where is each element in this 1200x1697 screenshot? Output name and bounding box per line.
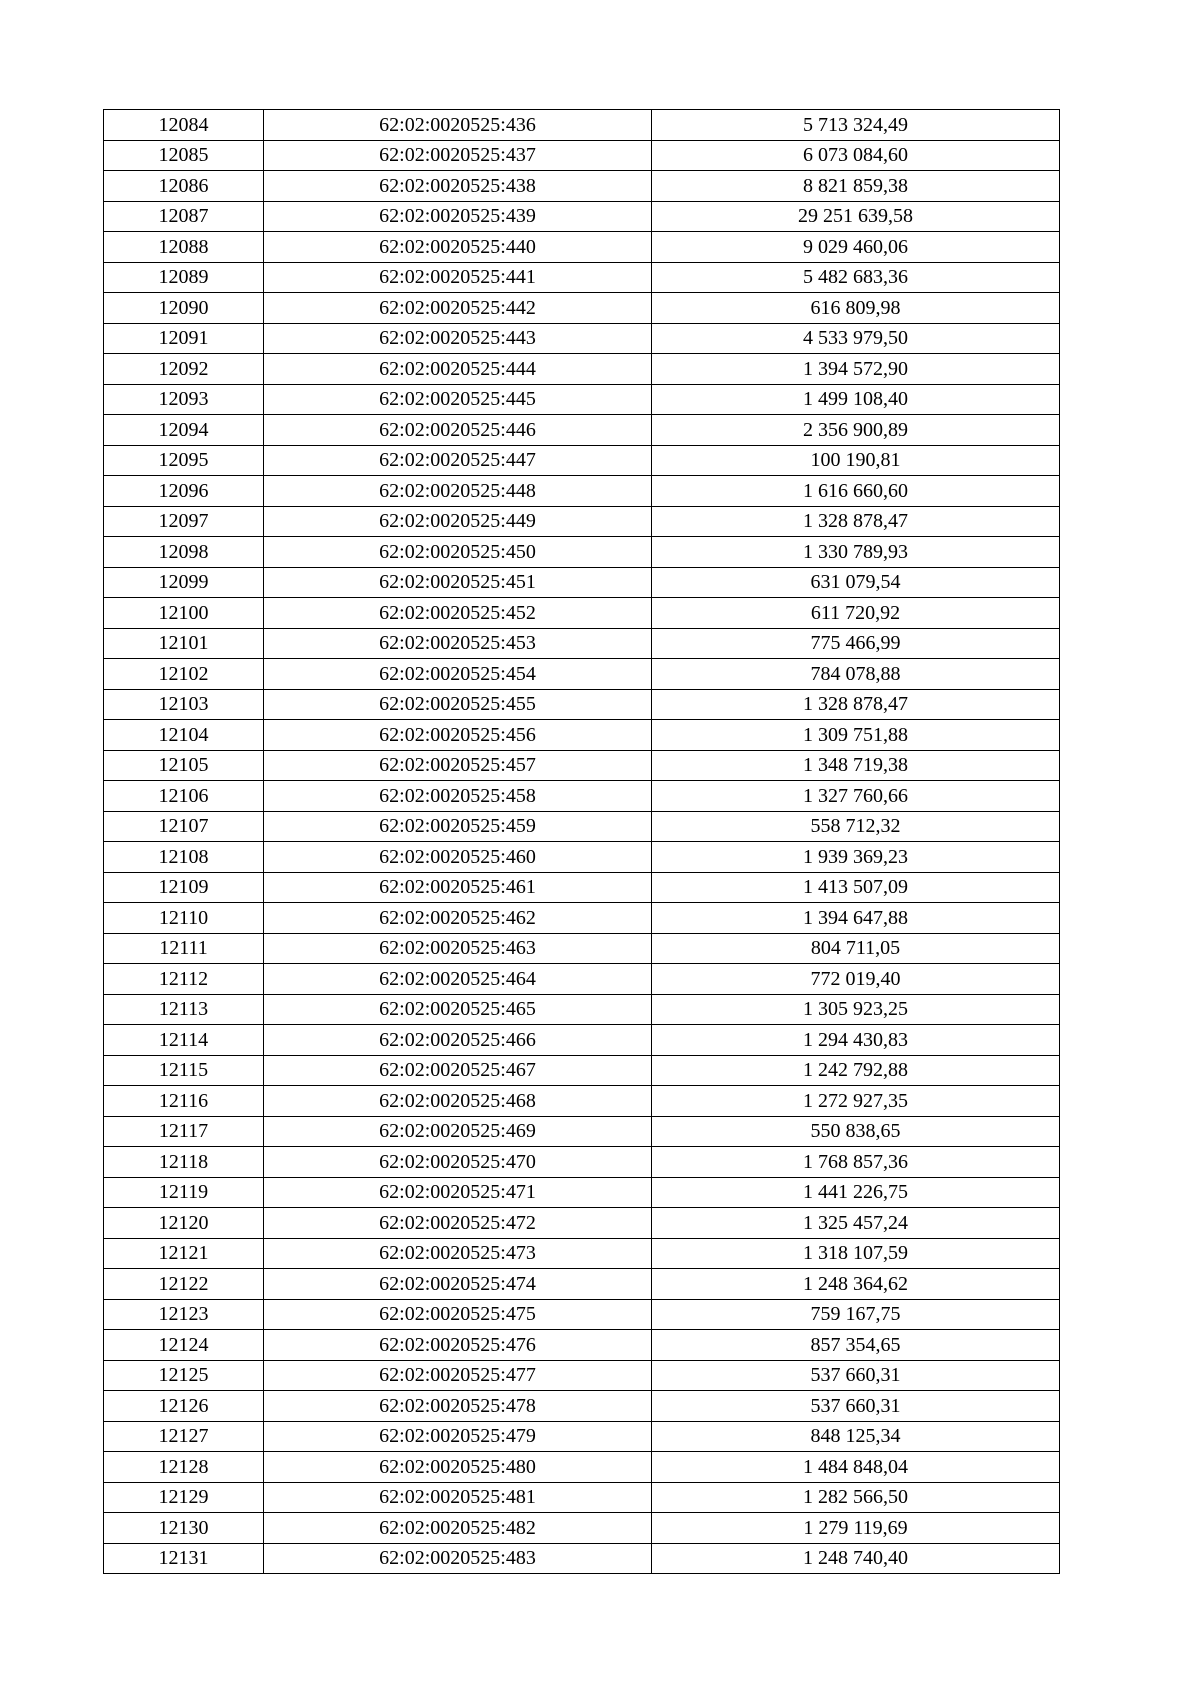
table-row xyxy=(104,1238,1060,1269)
row-number-cell: 12116 xyxy=(104,1086,264,1117)
table-row xyxy=(104,384,1060,415)
cadastral-number-cell: 62:02:0020525:470 xyxy=(264,1147,652,1178)
row-number-cell: 12106 xyxy=(104,781,264,812)
table-row xyxy=(104,537,1060,568)
row-number-cell: 12091 xyxy=(104,323,264,354)
cadastral-number-cell: 62:02:0020525:475 xyxy=(264,1299,652,1330)
cadastral-number-cell: 62:02:0020525:473 xyxy=(264,1238,652,1269)
cadastral-value-cell: 1 294 430,83 xyxy=(652,1025,1060,1056)
table-row xyxy=(104,201,1060,232)
cadastral-number-cell: 62:02:0020525:464 xyxy=(264,964,652,995)
table-row xyxy=(104,1055,1060,1086)
row-number-cell: 12092 xyxy=(104,354,264,385)
cadastral-number-cell: 62:02:0020525:438 xyxy=(264,171,652,202)
cadastral-value-cell: 1 327 760,66 xyxy=(652,781,1060,812)
row-number-cell: 12086 xyxy=(104,171,264,202)
table-row xyxy=(104,903,1060,934)
row-number-cell: 12108 xyxy=(104,842,264,873)
table-row xyxy=(104,1147,1060,1178)
cadastral-value-cell: 1 441 226,75 xyxy=(652,1177,1060,1208)
row-number-cell: 12085 xyxy=(104,140,264,171)
cadastral-value-cell: 775 466,99 xyxy=(652,628,1060,659)
table-row xyxy=(104,720,1060,751)
cadastral-number-cell: 62:02:0020525:459 xyxy=(264,811,652,842)
row-number-cell: 12095 xyxy=(104,445,264,476)
table-row xyxy=(104,872,1060,903)
row-number-cell: 12117 xyxy=(104,1116,264,1147)
cadastral-value-cell: 9 029 460,06 xyxy=(652,232,1060,263)
table-row xyxy=(104,293,1060,324)
table-row xyxy=(104,811,1060,842)
table-row xyxy=(104,781,1060,812)
table-row xyxy=(104,415,1060,446)
cadastral-value-cell: 1 616 660,60 xyxy=(652,476,1060,507)
cadastral-value-cell: 1 279 119,69 xyxy=(652,1513,1060,1544)
row-number-cell: 12114 xyxy=(104,1025,264,1056)
cadastral-number-cell: 62:02:0020525:474 xyxy=(264,1269,652,1300)
cadastral-number-cell: 62:02:0020525:436 xyxy=(264,110,652,141)
cadastral-value-cell: 804 711,05 xyxy=(652,933,1060,964)
cadastral-value-cell: 759 167,75 xyxy=(652,1299,1060,1330)
cadastral-value-cell: 550 838,65 xyxy=(652,1116,1060,1147)
cadastral-value-cell: 1 413 507,09 xyxy=(652,872,1060,903)
cadastral-number-cell: 62:02:0020525:466 xyxy=(264,1025,652,1056)
cadastral-number-cell: 62:02:0020525:443 xyxy=(264,323,652,354)
cadastral-value-cell: 1 282 566,50 xyxy=(652,1482,1060,1513)
cadastral-number-cell: 62:02:0020525:483 xyxy=(264,1543,652,1574)
cadastral-number-cell: 62:02:0020525:442 xyxy=(264,293,652,324)
row-number-cell: 12123 xyxy=(104,1299,264,1330)
cadastral-number-cell: 62:02:0020525:448 xyxy=(264,476,652,507)
row-number-cell: 12120 xyxy=(104,1208,264,1239)
table-row xyxy=(104,994,1060,1025)
table-row xyxy=(104,567,1060,598)
row-number-cell: 12088 xyxy=(104,232,264,263)
table-row xyxy=(104,140,1060,171)
cadastral-number-cell: 62:02:0020525:446 xyxy=(264,415,652,446)
cadastral-value-cell: 5 713 324,49 xyxy=(652,110,1060,141)
row-number-cell: 12109 xyxy=(104,872,264,903)
cadastral-number-cell: 62:02:0020525:463 xyxy=(264,933,652,964)
table-row xyxy=(104,232,1060,263)
cadastral-value-cell: 6 073 084,60 xyxy=(652,140,1060,171)
table-row xyxy=(104,689,1060,720)
cadastral-number-cell: 62:02:0020525:465 xyxy=(264,994,652,1025)
table-row xyxy=(104,1543,1060,1574)
cadastral-number-cell: 62:02:0020525:468 xyxy=(264,1086,652,1117)
cadastral-value-cell: 857 354,65 xyxy=(652,1330,1060,1361)
row-number-cell: 12112 xyxy=(104,964,264,995)
cadastral-number-cell: 62:02:0020525:454 xyxy=(264,659,652,690)
cadastral-value-cell: 1 309 751,88 xyxy=(652,720,1060,751)
table-row xyxy=(104,1421,1060,1452)
row-number-cell: 12103 xyxy=(104,689,264,720)
table-row xyxy=(104,659,1060,690)
table-row xyxy=(104,1391,1060,1422)
row-number-cell: 12128 xyxy=(104,1452,264,1483)
cadastral-value-cell: 1 318 107,59 xyxy=(652,1238,1060,1269)
row-number-cell: 12105 xyxy=(104,750,264,781)
cadastral-number-cell: 62:02:0020525:472 xyxy=(264,1208,652,1239)
table-row xyxy=(104,1025,1060,1056)
cadastral-number-cell: 62:02:0020525:439 xyxy=(264,201,652,232)
cadastral-value-cell: 772 019,40 xyxy=(652,964,1060,995)
row-number-cell: 12099 xyxy=(104,567,264,598)
cadastral-value-cell: 558 712,32 xyxy=(652,811,1060,842)
row-number-cell: 12118 xyxy=(104,1147,264,1178)
cadastral-value-cell: 1 394 572,90 xyxy=(652,354,1060,385)
row-number-cell: 12097 xyxy=(104,506,264,537)
row-number-cell: 12107 xyxy=(104,811,264,842)
row-number-cell: 12098 xyxy=(104,537,264,568)
cadastral-number-cell: 62:02:0020525:462 xyxy=(264,903,652,934)
cadastral-value-cell: 5 482 683,36 xyxy=(652,262,1060,293)
row-number-cell: 12119 xyxy=(104,1177,264,1208)
row-number-cell: 12093 xyxy=(104,384,264,415)
cadastral-value-cell: 100 190,81 xyxy=(652,445,1060,476)
table-body xyxy=(104,110,1060,1574)
cadastral-value-cell: 1 394 647,88 xyxy=(652,903,1060,934)
cadastral-number-cell: 62:02:0020525:481 xyxy=(264,1482,652,1513)
row-number-cell: 12101 xyxy=(104,628,264,659)
row-number-cell: 12131 xyxy=(104,1543,264,1574)
cadastral-value-cell: 1 768 857,36 xyxy=(652,1147,1060,1178)
cadastral-number-cell: 62:02:0020525:476 xyxy=(264,1330,652,1361)
table-row xyxy=(104,476,1060,507)
table-row xyxy=(104,933,1060,964)
cadastral-number-cell: 62:02:0020525:461 xyxy=(264,872,652,903)
cadastral-number-cell: 62:02:0020525:451 xyxy=(264,567,652,598)
table-row xyxy=(104,628,1060,659)
table-row xyxy=(104,964,1060,995)
row-number-cell: 12115 xyxy=(104,1055,264,1086)
cadastral-value-cell: 611 720,92 xyxy=(652,598,1060,629)
cadastral-value-cell: 1 330 789,93 xyxy=(652,537,1060,568)
table-row xyxy=(104,1086,1060,1117)
table-row xyxy=(104,1513,1060,1544)
row-number-cell: 12125 xyxy=(104,1360,264,1391)
cadastral-number-cell: 62:02:0020525:452 xyxy=(264,598,652,629)
cadastral-number-cell: 62:02:0020525:467 xyxy=(264,1055,652,1086)
cadastral-number-cell: 62:02:0020525:453 xyxy=(264,628,652,659)
cadastral-number-cell: 62:02:0020525:444 xyxy=(264,354,652,385)
table-row xyxy=(104,323,1060,354)
cadastral-value-cell: 1 248 364,62 xyxy=(652,1269,1060,1300)
cadastral-value-cell: 1 499 108,40 xyxy=(652,384,1060,415)
table-row xyxy=(104,354,1060,385)
cadastral-value-cell: 616 809,98 xyxy=(652,293,1060,324)
row-number-cell: 12104 xyxy=(104,720,264,751)
row-number-cell: 12111 xyxy=(104,933,264,964)
table-row xyxy=(104,1330,1060,1361)
table-row xyxy=(104,750,1060,781)
cadastral-number-cell: 62:02:0020525:471 xyxy=(264,1177,652,1208)
cadastral-value-cell: 1 328 878,47 xyxy=(652,689,1060,720)
row-number-cell: 12122 xyxy=(104,1269,264,1300)
cadastral-value-cell: 29 251 639,58 xyxy=(652,201,1060,232)
row-number-cell: 12090 xyxy=(104,293,264,324)
cadastral-value-cell: 537 660,31 xyxy=(652,1360,1060,1391)
row-number-cell: 12110 xyxy=(104,903,264,934)
cadastral-value-cell: 848 125,34 xyxy=(652,1421,1060,1452)
cadastral-value-table xyxy=(103,109,1060,1574)
table-row xyxy=(104,171,1060,202)
table-row xyxy=(104,1482,1060,1513)
cadastral-value-cell: 1 305 923,25 xyxy=(652,994,1060,1025)
row-number-cell: 12102 xyxy=(104,659,264,690)
row-number-cell: 12126 xyxy=(104,1391,264,1422)
cadastral-number-cell: 62:02:0020525:441 xyxy=(264,262,652,293)
row-number-cell: 12121 xyxy=(104,1238,264,1269)
cadastral-number-cell: 62:02:0020525:447 xyxy=(264,445,652,476)
table-row xyxy=(104,1116,1060,1147)
cadastral-number-cell: 62:02:0020525:457 xyxy=(264,750,652,781)
cadastral-value-cell: 1 328 878,47 xyxy=(652,506,1060,537)
cadastral-number-cell: 62:02:0020525:449 xyxy=(264,506,652,537)
cadastral-number-cell: 62:02:0020525:477 xyxy=(264,1360,652,1391)
cadastral-number-cell: 62:02:0020525:482 xyxy=(264,1513,652,1544)
cadastral-value-cell: 1 272 927,35 xyxy=(652,1086,1060,1117)
cadastral-number-cell: 62:02:0020525:460 xyxy=(264,842,652,873)
cadastral-value-cell: 1 242 792,88 xyxy=(652,1055,1060,1086)
cadastral-number-cell: 62:02:0020525:469 xyxy=(264,1116,652,1147)
cadastral-value-cell: 1 325 457,24 xyxy=(652,1208,1060,1239)
cadastral-number-cell: 62:02:0020525:455 xyxy=(264,689,652,720)
cadastral-value-cell: 1 248 740,40 xyxy=(652,1543,1060,1574)
cadastral-number-cell: 62:02:0020525:478 xyxy=(264,1391,652,1422)
row-number-cell: 12096 xyxy=(104,476,264,507)
table-row xyxy=(104,1299,1060,1330)
row-number-cell: 12084 xyxy=(104,110,264,141)
cadastral-number-cell: 62:02:0020525:458 xyxy=(264,781,652,812)
row-number-cell: 12100 xyxy=(104,598,264,629)
row-number-cell: 12129 xyxy=(104,1482,264,1513)
cadastral-number-cell: 62:02:0020525:450 xyxy=(264,537,652,568)
table-row xyxy=(104,1208,1060,1239)
cadastral-number-cell: 62:02:0020525:440 xyxy=(264,232,652,263)
table-row xyxy=(104,445,1060,476)
cadastral-number-cell: 62:02:0020525:479 xyxy=(264,1421,652,1452)
table-row xyxy=(104,262,1060,293)
cadastral-number-cell: 62:02:0020525:480 xyxy=(264,1452,652,1483)
cadastral-value-cell: 1 939 369,23 xyxy=(652,842,1060,873)
cadastral-value-cell: 631 079,54 xyxy=(652,567,1060,598)
table-row xyxy=(104,1177,1060,1208)
cadastral-number-cell: 62:02:0020525:456 xyxy=(264,720,652,751)
table-row xyxy=(104,598,1060,629)
row-number-cell: 12113 xyxy=(104,994,264,1025)
cadastral-value-cell: 8 821 859,38 xyxy=(652,171,1060,202)
row-number-cell: 12094 xyxy=(104,415,264,446)
row-number-cell: 12089 xyxy=(104,262,264,293)
row-number-cell: 12087 xyxy=(104,201,264,232)
cadastral-value-cell: 4 533 979,50 xyxy=(652,323,1060,354)
row-number-cell: 12124 xyxy=(104,1330,264,1361)
cadastral-value-cell: 537 660,31 xyxy=(652,1391,1060,1422)
table-row xyxy=(104,1452,1060,1483)
row-number-cell: 12127 xyxy=(104,1421,264,1452)
table-row xyxy=(104,1360,1060,1391)
cadastral-value-cell: 784 078,88 xyxy=(652,659,1060,690)
table-row xyxy=(104,506,1060,537)
table-row xyxy=(104,1269,1060,1300)
cadastral-number-cell: 62:02:0020525:437 xyxy=(264,140,652,171)
cadastral-value-cell: 1 348 719,38 xyxy=(652,750,1060,781)
cadastral-number-cell: 62:02:0020525:445 xyxy=(264,384,652,415)
cadastral-value-cell: 1 484 848,04 xyxy=(652,1452,1060,1483)
table-row xyxy=(104,842,1060,873)
cadastral-value-cell: 2 356 900,89 xyxy=(652,415,1060,446)
row-number-cell: 12130 xyxy=(104,1513,264,1544)
table-row xyxy=(104,110,1060,141)
